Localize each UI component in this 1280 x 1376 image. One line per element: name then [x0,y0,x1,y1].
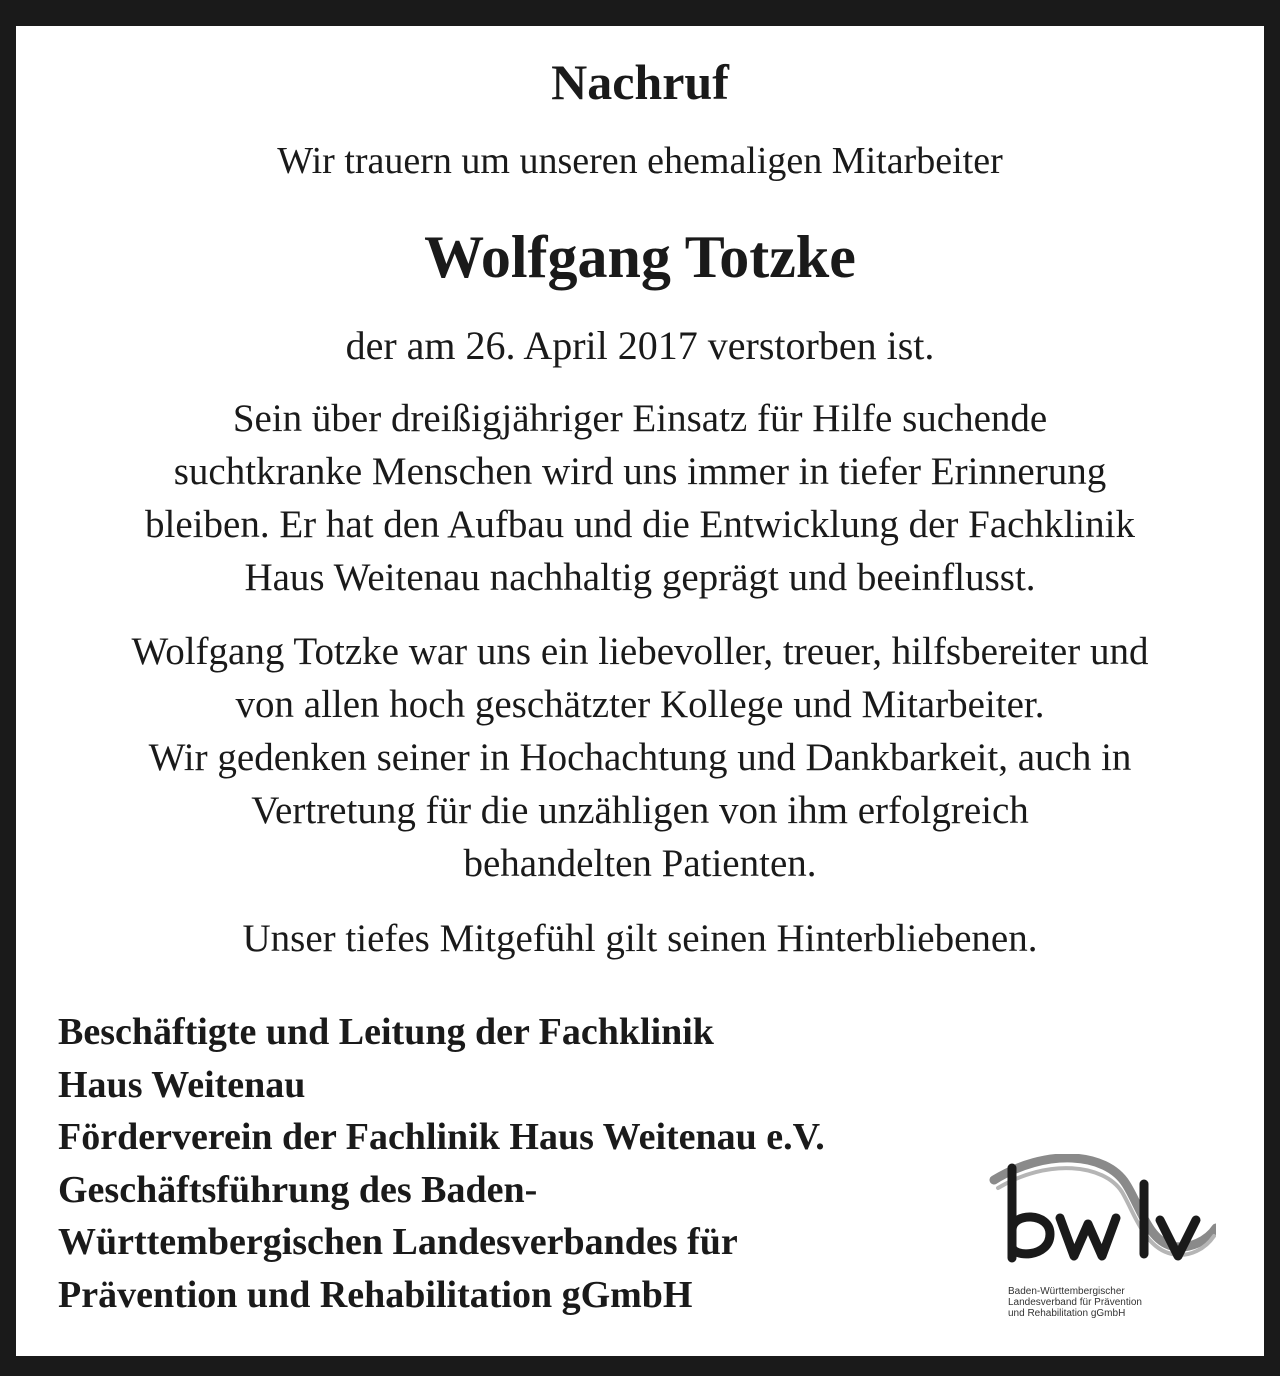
deceased-name: Wolfgang Totzke [424,224,856,290]
paragraph-line: bleiben. Er hat den Aufbau und die Entwicklung der Fachklinik [145,503,1135,546]
signer-line: Beschäftigte und Leitung der Fachklinik [58,1011,714,1053]
obituary-content [16,26,1264,1356]
signer-line: Geschäftsführung des Baden- [58,1168,538,1211]
paragraph-line: von allen hoch geschätzter Kollege und Mitarbeiter. [235,683,1045,726]
paragraph-line: suchtkranke Menschen wird uns immer in tiefer Erinnerung [173,450,1107,493]
signer-line: Prävention und Rehabilitation gGmbH [58,1273,693,1316]
logo-caption-line: Baden-Württembergischer [1008,1286,1125,1297]
bwlv-logo-mark [976,1154,1216,1284]
logo-caption-line: und Rehabilitation gGmbH [1008,1308,1126,1319]
signers-block [58,1006,825,1321]
logo-letter-b [1012,1168,1050,1258]
condolence-line: Unser tiefes Mitgefühl gilt seinen Hinterbliebenen. [242,917,1038,960]
logo-letter-w [1060,1218,1116,1256]
signer-line: Württembergischen Landesverbandes für [58,1221,738,1263]
logo-caption-line: Landesverband für Prävention [1008,1297,1142,1308]
paragraph-line: behandelten Patienten. [463,842,817,885]
tribute-paragraph-2 [46,625,1234,890]
death-date-line: der am 26. April 2017 verstorben ist. [345,323,935,368]
paragraph-line: Sein über dreißigjähriger Einsatz für Hilfe suchende [232,397,1048,440]
signer-line: Haus Weitenau [58,1063,306,1106]
logo-caption [1008,1286,1142,1319]
signer-line: Förderverein der Fachlinik Haus Weitenau e.V. [58,1116,825,1158]
bwlv-logo [976,1154,1206,1334]
paragraph-line: Vertretung für die unzähligen von ihm erfolgreich [251,789,1029,832]
paragraph-line: Wir gedenken seiner in Hochachtung und Dankbarkeit, auch in [148,736,1132,779]
notice-intro: Wir trauern um unseren ehemaligen Mitarbeiter [277,140,1003,182]
paragraph-line: Haus Weitenau nachhaltig geprägt und beeinflusst. [244,556,1036,599]
paragraph-line: Wolfgang Totzke war uns ein liebevoller, treuer, hilfsbereiter und [131,630,1149,673]
logo-swoosh [994,1158,1216,1247]
notice-title: Nachruf [551,54,729,110]
tribute-paragraph-1 [46,392,1234,604]
